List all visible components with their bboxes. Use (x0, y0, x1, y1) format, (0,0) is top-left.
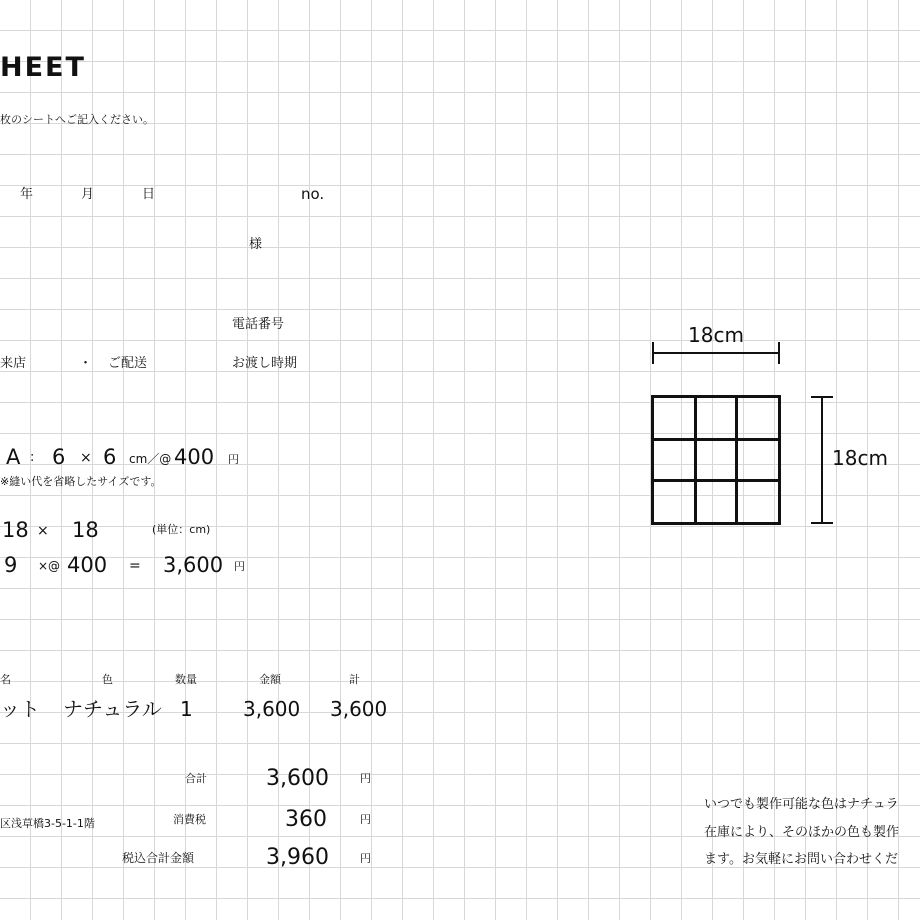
tax-value: 360 (285, 807, 327, 832)
table-header-amount: 金額 (259, 673, 281, 686)
instruction-text: 枚のシートへご記入ください。 (0, 113, 154, 126)
grid-line-horizontal (654, 438, 778, 441)
spec-unit-price: 400 (174, 445, 215, 469)
notice-line-3: ます。お気軽にお問い合わせくだ (704, 852, 898, 867)
year-label: 年 (20, 187, 34, 202)
tax-yen: 円 (360, 813, 371, 826)
visit-option: 来店 (0, 356, 27, 371)
spec-yen: 円 (228, 453, 239, 466)
row-item-name: ット (0, 697, 40, 721)
calc-yen: 円 (234, 560, 245, 573)
subtotal-label: 合計 (185, 772, 207, 785)
handover-label: お渡し時期 (232, 356, 298, 371)
table-header-quantity: 数量 (175, 673, 197, 686)
grid-line-horizontal (654, 479, 778, 482)
calc-equals: = (129, 558, 141, 574)
delivery-option: ご配送 (108, 356, 148, 371)
spec-unit-prefix: cm／@ (129, 452, 172, 466)
spec-width: 6 (52, 445, 66, 469)
month-label: 月 (81, 187, 95, 202)
tax-label: 消費税 (173, 813, 206, 826)
size-height: 18 (72, 518, 99, 542)
height-dimension-tick-top (811, 396, 833, 398)
calc-unit-price: 400 (67, 553, 108, 577)
calc-total: 3,600 (163, 553, 224, 577)
spec-type-letter: A (6, 445, 21, 469)
day-label: 日 (142, 187, 156, 202)
customer-honorific: 様 (249, 237, 263, 252)
grand-total-label: 税込合計金額 (122, 851, 195, 865)
size-unit-note: (単位：cm) (152, 523, 211, 536)
calc-at: ×@ (38, 559, 61, 573)
row-item-color: ナチュラル (63, 697, 162, 721)
page-title: HEET (0, 52, 86, 83)
width-dimension-line (652, 352, 780, 354)
height-dimension-tick-bottom (811, 522, 833, 524)
row-item-quantity: 1 (180, 697, 193, 721)
width-dimension-tick-left (652, 342, 654, 364)
spec-times: × (80, 450, 92, 466)
size-width: 18 (2, 518, 29, 542)
height-dimension-line (821, 396, 823, 524)
grand-total-yen: 円 (360, 852, 371, 865)
subtotal-value: 3,600 (266, 766, 329, 791)
order-number-label: no. (301, 185, 325, 203)
shop-address: 区浅草橋3-5-1-1階 (0, 817, 95, 830)
phone-label: 電話番号 (232, 317, 285, 332)
row-item-total: 3,600 (330, 697, 388, 721)
spec-note: ※縫い代を省略したサイズです。 (0, 475, 162, 488)
separator-dot: ・ (79, 356, 93, 371)
spec-height: 6 (103, 445, 117, 469)
width-dimension-tick-right (778, 342, 780, 364)
size-times: × (37, 523, 49, 539)
spec-colon: : (30, 450, 35, 465)
calc-quantity: 9 (4, 553, 18, 577)
diagram-height-label: 18cm (832, 446, 888, 470)
notice-line-1: いつでも製作可能な色はナチュラ (704, 797, 899, 812)
subtotal-yen: 円 (360, 772, 371, 785)
table-header-color: 色 (102, 673, 113, 686)
table-header-total: 計 (349, 673, 360, 686)
grid-line-vertical (694, 398, 697, 522)
patchwork-grid (651, 395, 781, 525)
notice-line-2: 在庫により、そのほかの色も製作 (704, 825, 900, 840)
grand-total-value: 3,960 (266, 845, 329, 870)
grid-line-vertical (735, 398, 738, 522)
diagram-width-label: 18cm (688, 323, 744, 347)
table-header-name: 名 (0, 673, 11, 686)
row-item-amount: 3,600 (243, 697, 301, 721)
